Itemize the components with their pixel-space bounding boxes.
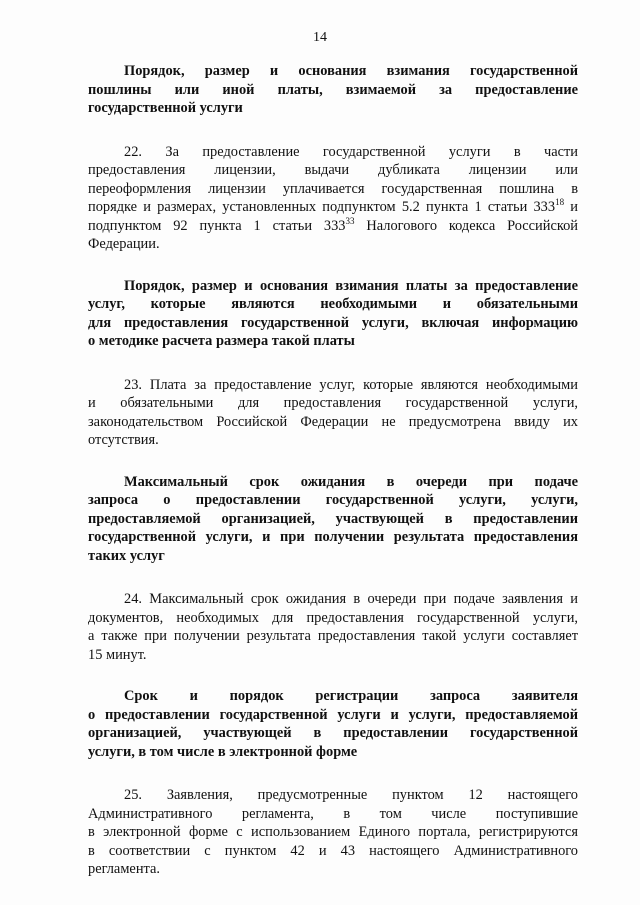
section-heading-registration (88, 687, 578, 761)
paragraph-line: Федерации. (88, 236, 160, 252)
heading-line: о методике расчета размера такой платы (88, 333, 355, 349)
heading-line: Срок и порядок регистрации запроса заявителя (124, 688, 578, 704)
paragraph-22 (88, 143, 578, 254)
footnote-ref: 18 (555, 197, 565, 208)
paragraph-line: регламента. (88, 861, 160, 877)
section-heading-service-fees (88, 277, 578, 351)
paragraph-line: документов, необходимых для предоставления государственной услуги, (88, 609, 578, 626)
paragraph-line: 23. Плата за предоставление услуг, которые являются необходимыми (124, 376, 578, 393)
heading-line: пошлины или иной платы, взимаемой за предоставление (88, 81, 578, 98)
paragraph-line: предоставления лицензии, выдачи дубликата лицензии или (88, 162, 578, 178)
paragraph-line: подпунктом 92 пункта 1 статьи $333^{33}$ Налогового кодекса Российской (88, 215, 578, 234)
heading-line: Порядок, размер и основания взимания государственной (124, 63, 578, 79)
paragraph-line: отсутствия. (88, 432, 159, 448)
paragraph-line: и обязательными для предоставления государственной услуги, (88, 395, 578, 411)
heading-line: услуг, которые являются необходимыми и обязательными (88, 296, 578, 312)
heading-line: организацией, участвующей в предоставлении государственной (88, 725, 578, 741)
paragraph-line: 24. Максимальный срок ожидания в очереди при подаче заявления и (124, 591, 578, 607)
heading-line: услуги, в том числе в электронной форме (88, 743, 358, 760)
heading-line: предоставляемой организацией, участвующей в предоставлении (88, 510, 578, 527)
paragraph-line: переоформления лицензии уплачивается государственная пошлина в (88, 180, 578, 197)
paragraph-line: 22. За предоставление государственной услуги в части (124, 143, 578, 160)
footnote-ref: 33 (345, 215, 355, 226)
heading-line: государственной услуги, и при получении результата предоставления (88, 529, 578, 545)
heading-line: о предоставлении государственной услуги и услуги, предоставляемой (88, 706, 578, 723)
paragraph-23 (88, 376, 578, 450)
heading-line: таких услуг (88, 547, 165, 564)
paragraph-line: 15 минут. (88, 646, 147, 663)
heading-line: государственной услуги (88, 100, 243, 116)
paragraph-line: а также при получении результата предоставления такой услуги составляет (88, 628, 578, 644)
paragraph-25 (88, 786, 578, 879)
heading-line: Порядок, размер и основания взимания платы за предоставление (124, 277, 578, 294)
heading-line: запроса о предоставлении государственной услуги, услуги, (88, 492, 578, 508)
heading-line: для предоставления государственной услуги, включая информацию (88, 314, 578, 331)
page-number: 14 (313, 30, 327, 45)
paragraph-line: 25. Заявления, предусмотренные пунктом 12 настоящего (124, 787, 578, 803)
document-body (88, 62, 578, 879)
paragraph-line: законодательством Российской Федерации не предусмотрена ввиду их (88, 413, 578, 430)
paragraph-line: в соответствии с пунктом 42 и 43 настоящего Административного (88, 842, 578, 859)
section-heading-fees (88, 62, 578, 118)
heading-line: Максимальный срок ожидания в очереди при подаче (124, 473, 578, 490)
section-heading-queue-time (88, 473, 578, 566)
paragraph-24 (88, 590, 578, 664)
paragraph-line: в электронной форме с использованием Единого портала, регистрируются (88, 824, 578, 840)
paragraph-line: Административного регламента, в том числе поступившие (88, 805, 578, 822)
paragraph-line: порядке и размерах, установленных подпунктом 5.2 пункта 1 статьи $333^{18}$ и (88, 197, 578, 215)
